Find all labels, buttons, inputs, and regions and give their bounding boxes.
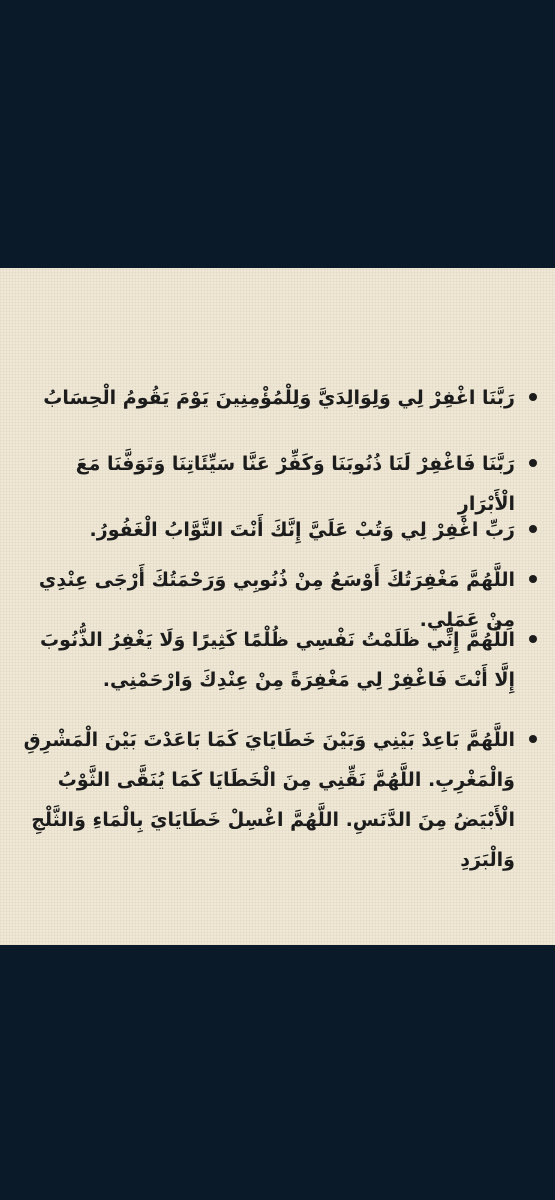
bullet-icon: [529, 459, 537, 467]
dua-item-3: [22, 510, 537, 550]
bullet-icon: [529, 635, 537, 643]
top-dark-band: [0, 0, 555, 268]
dua-text: اللَّهُمَّ بَاعِدْ بَيْنِي وَبَيْنَ خَطَايَايَ كَمَا بَاعَدْتَ بَيْنَ الْمَشْرِقِ وَالْمَغْرِبِ. اللَّهُمَّ نَقِّنِي مِنَ الْخَطَايَا كَمَا يُنَقَّى الثَّوْبُ الْأَبْيَضُ مِنَ الدَّنَسِ. اللَّهُمَّ اغْسِلْ خَطَايَايَ بِالْمَاءِ وَالثَّلْجِ وَالْبَرَدِ: [23, 729, 515, 871]
dua-text: رَبِّ اغْفِرْ لِي وَتُبْ عَلَيَّ إِنَّكَ أَنْتَ التَّوَّابُ الْغَفُورُ.: [89, 519, 515, 541]
dua-item-6: [22, 720, 537, 880]
dua-text: اللَّهُمَّ إِنِّي ظَلَمْتُ نَفْسِي ظُلْمًا كَثِيرًا وَلَا يَغْفِرُ الذُّنُوبَ إِلَّا أَنْتَ فَاغْفِرْ لِي مَغْفِرَةً مِنْ عِنْدِكَ وَارْحَمْنِي.: [40, 629, 515, 691]
bottom-dark-band: [0, 945, 555, 1200]
dua-text: رَبَّنَا فَاغْفِرْ لَنَا ذُنُوبَنَا وَكَفِّرْ عَنَّا سَيِّئَاتِنَا وَتَوَفَّنَا مَعَ الْأَبْرَارِ: [75, 453, 515, 515]
dua-text: اللَّهُمَّ مَغْفِرَتُكَ أَوْسَعُ مِنْ ذُنُوبِي وَرَحْمَتُكَ أَرْجَى عِنْدِي مِنْ عَمَلِي.: [38, 569, 515, 631]
bullet-icon: [529, 525, 537, 533]
bullet-icon: [529, 575, 537, 583]
dua-image-paper: [0, 268, 555, 945]
dua-text: رَبَّنَا اغْفِرْ لِي وَلِوَالِدَيَّ وَلِلْمُؤْمِنِينَ يَوْمَ يَقُومُ الْحِسَابُ: [43, 387, 515, 409]
dua-item-5: [22, 620, 537, 700]
bullet-icon: [529, 735, 537, 743]
dua-item-1: [22, 378, 537, 418]
bullet-icon: [529, 393, 537, 401]
